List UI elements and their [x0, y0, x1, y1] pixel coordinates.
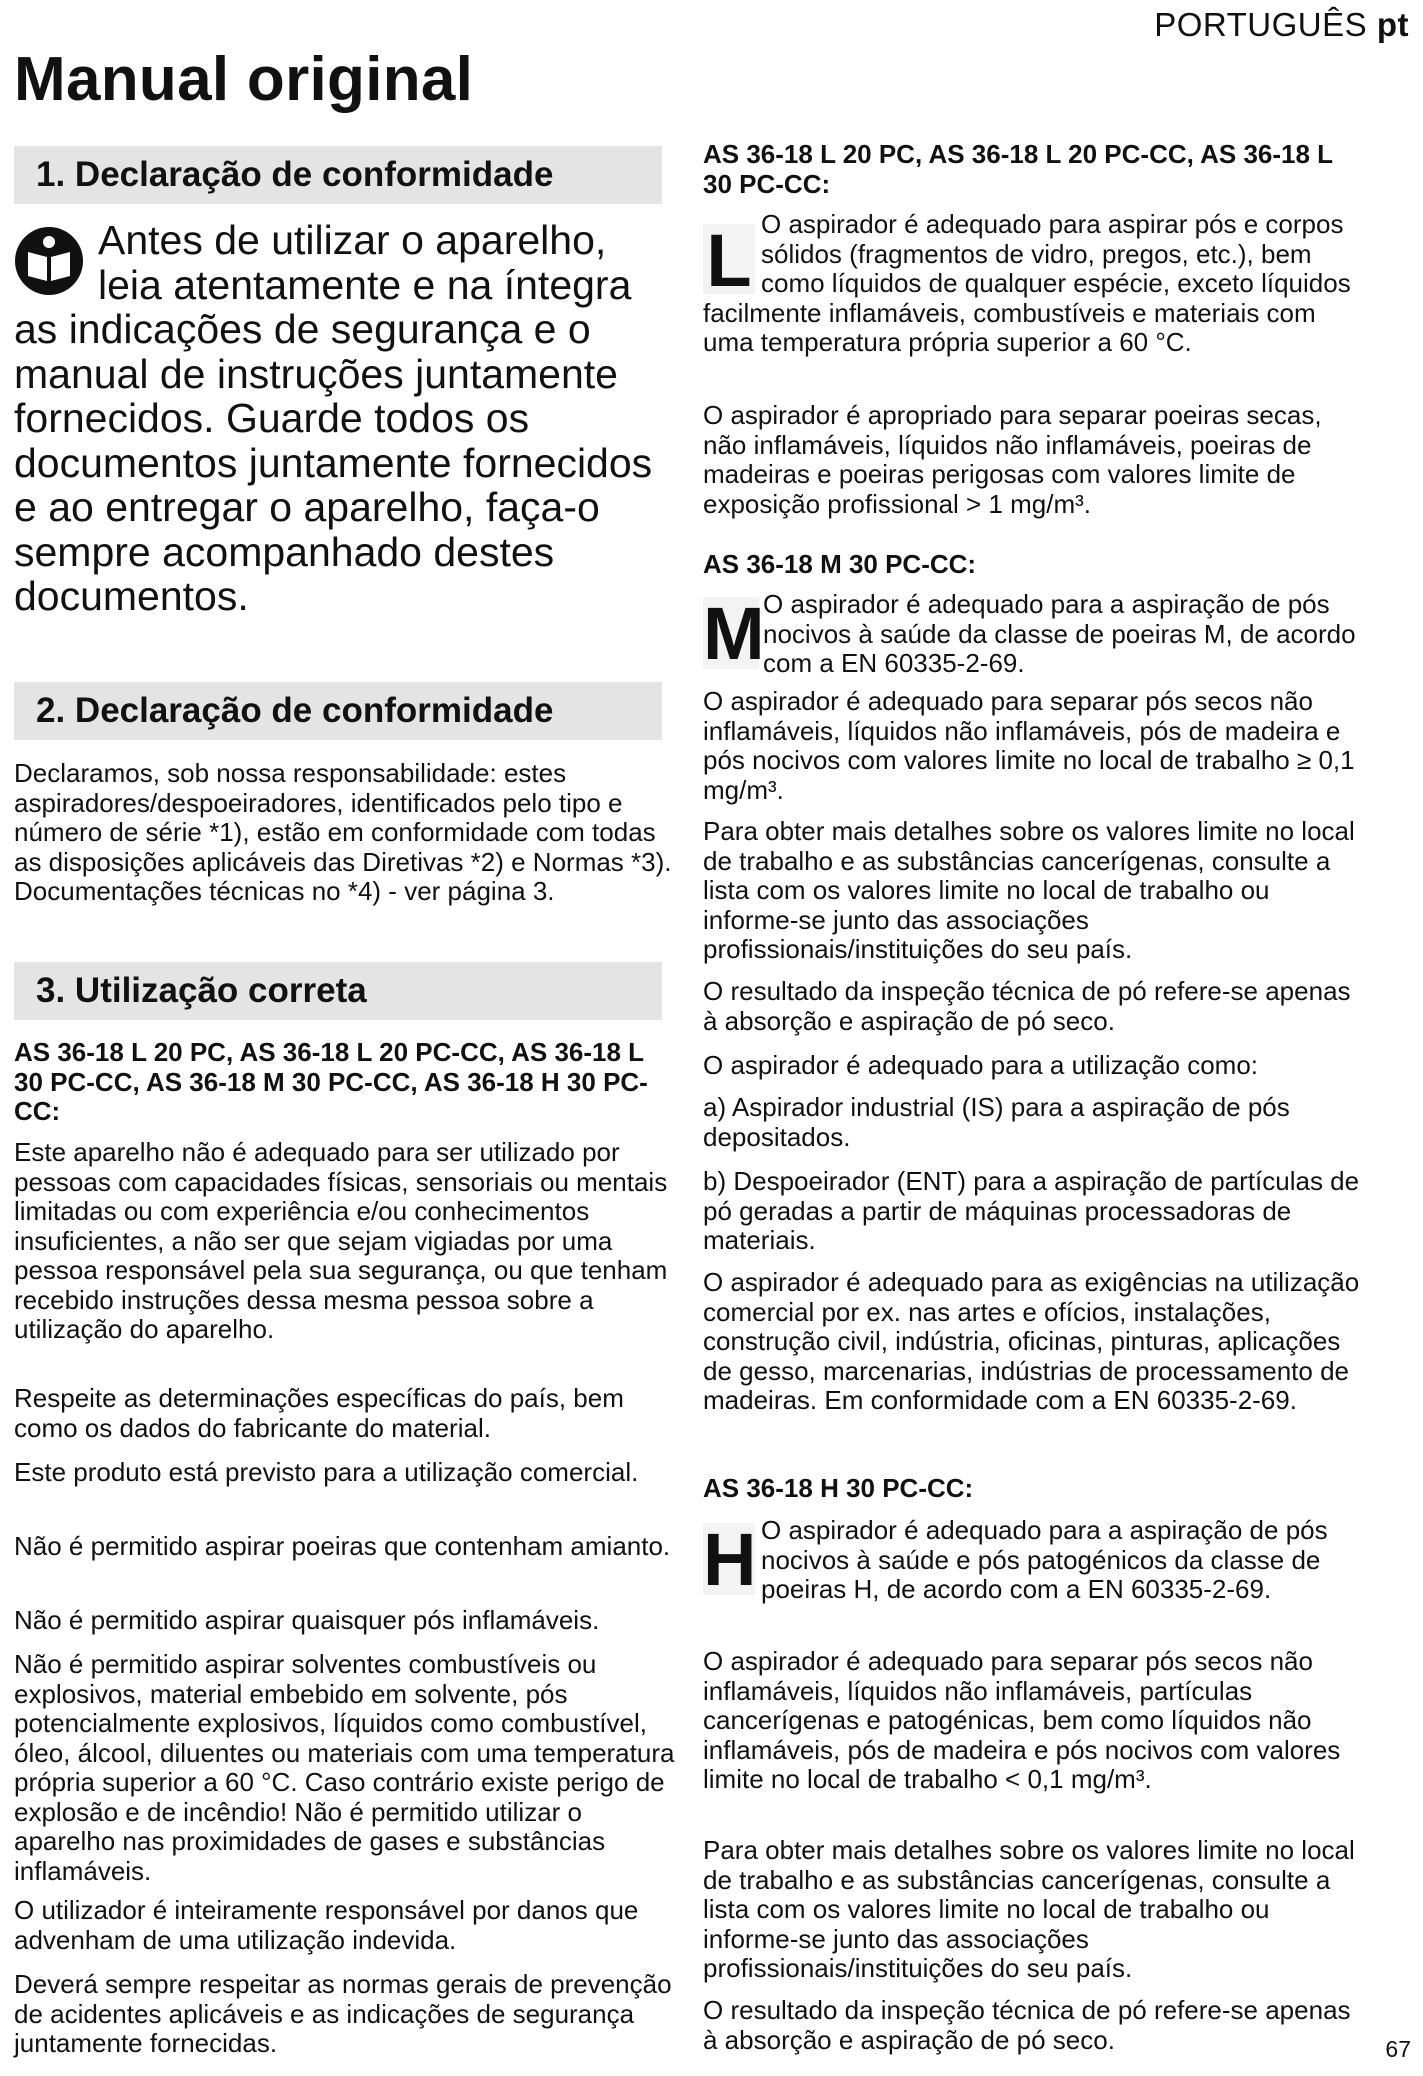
h-class-paragraph-1-text: O aspirador é adequado para a aspiração de pós nocivos à saúde e pós patogénicos da classe de poeiras H, de acordo com a EN 60335-2-69.	[761, 1515, 1328, 1604]
l-class-heading: AS 36-18 L 20 PC, AS 36-18 L 20 PC-CC, AS 36-18 L 30 PC-CC:	[703, 139, 1333, 199]
page-number: 67	[1385, 2036, 1411, 2062]
paragraph-asbestos: Não é permitido aspirar poeiras que contenham amianto.	[14, 1531, 671, 1561]
language-code: pt	[1376, 6, 1409, 43]
h-class-heading: AS 36-18 H 30 PC-CC:	[703, 1473, 974, 1503]
m-class-paragraph-1	[703, 590, 1371, 679]
paragraph-explosion-risk: Não é permitido aspirar solventes combustíveis ou explosivos, material embebido em solvente, pós potencialmente explosivos, líquidos como combustível, óleo, álcool, diluentes ou materiais com uma temperatura própria superior a 60 °C. Caso contrário existe perigo de explosão e de incêndio! Não é permitido utilizar o aparelho nas proximidades de gases e substâncias inflamáveis.	[14, 1649, 675, 1886]
paragraph-flammable-dust: Não é permitido aspirar quaisquer pós inflamáveis.	[14, 1605, 600, 1635]
safety-intro-line2: leia atentamente e na íntegra	[98, 261, 632, 308]
models-heading: AS 36-18 L 20 PC, AS 36-18 L 20 PC-CC, AS 36-18 L 30 PC-CC, AS 36-18 M 30 PC-CC, AS 36-18 H 30 PC-CC:	[14, 1037, 648, 1126]
m-class-heading: AS 36-18 M 30 PC-CC:	[703, 549, 977, 579]
safety-intro-rest: as indicações de segurança e o manual de instruções juntamente fornecidos. Guarde todos os documentos juntamente fornecidos e ao entregar o aparelho, faça-o sempre acompanhado destes documentos.	[14, 306, 653, 619]
language-name: PORTUGUÊS	[1154, 6, 1368, 43]
h-class-paragraph-2: O aspirador é adequado para separar pós secos não inflamáveis, líquidos não inflamáveis, partículas cancerígenas e patogénicas, bem como líquidos não inflamáveis, pós de madeira e pós nocivos com valores limite no local de trabalho < 0,1 mg/m³.	[703, 1646, 1341, 1794]
dust-class-h-badge: H	[703, 1518, 757, 1601]
m-class-paragraph-7: b) Despoeirador (ENT) para a aspiração de partículas de pó geradas a partir de máquinas processadoras de materiais.	[703, 1166, 1360, 1255]
declaration-text: Declaramos, sob nossa responsabilidade: estes aspiradores/despoeiradores, identificados pelo tipo e número de série *1), estão em conformidade com todas as disposições aplicáveis das Diretivas *2) e Normas *3). Documentações técnicas no *4) - ver página 3.	[14, 758, 672, 906]
m-class-paragraph-8: O aspirador é adequado para as exigências na utilização comercial por ex. nas artes e ofícios, instalações, construção civil, indústria, oficinas, pinturas, aplicações de gesso, marcenarias, indústrias de processamento de madeiras. Em conformidade com a EN 60335-2-69.	[703, 1267, 1360, 1415]
page-title: Manual original	[14, 45, 474, 114]
safety-intro-line1: Antes de utilizar o aparelho,	[98, 217, 607, 263]
l-class-paragraph-2: O aspirador é apropriado para separar poeiras secas, não inflamáveis, líquidos não inflamáveis, poeiras de madeiras e poeiras perigosas com valores limite de exposição profissional > 1 mg/m³.	[703, 400, 1322, 519]
language-label	[1154, 6, 1409, 44]
paragraph-commercial: Este produto está previsto para a utilização comercial.	[14, 1457, 639, 1487]
dust-class-l-badge: L	[703, 224, 755, 294]
dust-class-m-badge: M	[703, 592, 765, 675]
l-class-paragraph-1	[703, 210, 1371, 358]
m-class-paragraph-4: O resultado da inspeção técnica de pó refere-se apenas à absorção e aspiração de pó seco.	[703, 976, 1351, 1036]
m-class-paragraph-3: Para obter mais detalhes sobre os valores limite no local de trabalho e as substâncias cancerígenas, consulte a lista com os valores limite no local de trabalho ou informe-se junto das associações profissionais/instituições do seu país.	[703, 816, 1355, 964]
section-heading-2: 2. Declaração de conformidade	[14, 682, 662, 740]
paragraph-regulations: Respeite as determinações específicas do país, bem como os dados do fabricante do material.	[14, 1383, 624, 1443]
paragraph-accident-prevention: Deverá sempre respeitar as normas gerais de prevenção de acidentes aplicáveis e as indicações de segurança juntamente fornecidas.	[14, 1969, 672, 2058]
h-class-paragraph-1	[703, 1516, 1371, 1605]
section-heading-3: 3. Utilização correta	[14, 962, 662, 1020]
h-class-paragraph-3: Para obter mais detalhes sobre os valores limite no local de trabalho e as substâncias cancerígenas, consulte a lista com os valores limite no local de trabalho ou informe-se junto das associações profissionais/instituições do seu país.	[703, 1835, 1355, 1983]
safety-intro	[14, 218, 674, 619]
section-heading-1: 1. Declaração de conformidade	[14, 146, 662, 204]
paragraph-restrictions: Este aparelho não é adequado para ser utilizado por pessoas com capacidades físicas, sensoriais ou mentais limitadas ou com experiência e/ou conhecimentos insuficientes, a não ser que sejam vigiadas por uma pessoa responsável pela sua segurança, ou que tenham recebido instruções dessa mesma pessoa sobre a utilização do aparelho.	[14, 1137, 668, 1344]
m-class-paragraph-2: O aspirador é adequado para separar pós secos não inflamáveis, líquidos não inflamáveis, pós de madeira e pós nocivos com valores limite no local de trabalho ≥ 0,1 mg/m³.	[703, 686, 1355, 805]
m-class-paragraph-6: a) Aspirador industrial (IS) para a aspiração de pós depositados.	[703, 1092, 1290, 1152]
paragraph-liability: O utilizador é inteiramente responsável por danos que advenham de uma utilização indevida.	[14, 1895, 639, 1955]
m-class-paragraph-5: O aspirador é adequado para a utilização como:	[703, 1050, 1259, 1080]
m-class-paragraph-1-text: O aspirador é adequado para a aspiração de pós nocivos à saúde da classe de poeiras M, de acordo com a EN 60335-2-69.	[763, 589, 1356, 678]
l-class-paragraph-1-text: O aspirador é adequado para aspirar pós e corpos sólidos (fragmentos de vidro, pregos, etc.), bem como líquidos de qualquer espécie, exceto líquidos facilmente inflamáveis, combustíveis e materiais com uma temperatura própria superior a 60 °C.	[703, 209, 1351, 357]
h-class-paragraph-4: O resultado da inspeção técnica de pó refere-se apenas à absorção e aspiração de pó seco.	[703, 1995, 1351, 2055]
